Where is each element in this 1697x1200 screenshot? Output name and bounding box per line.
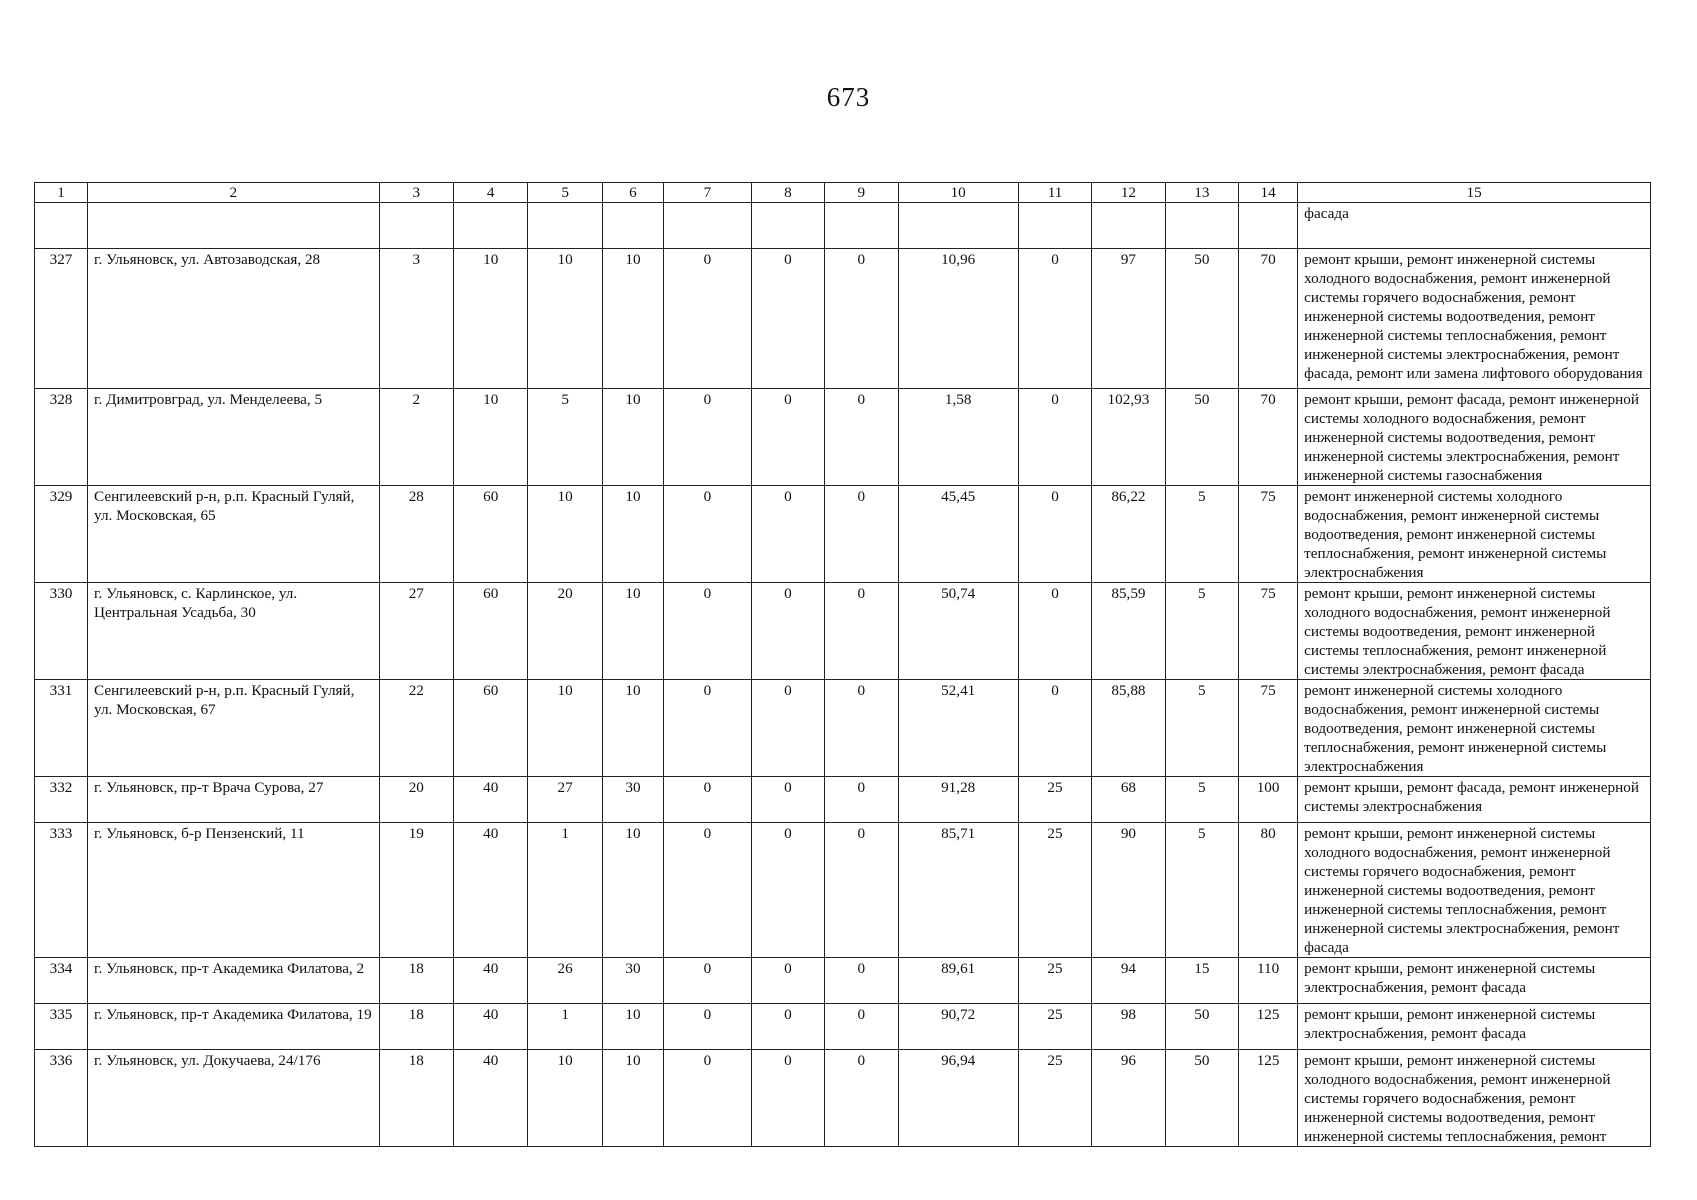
- table-cell: 5: [1165, 823, 1238, 958]
- table-cell: 18: [379, 1004, 453, 1050]
- column-number-cell: 12: [1092, 183, 1165, 203]
- table-cell: 10: [528, 1050, 602, 1147]
- works-cell: ремонт крыши, ремонт инженерной системы холодного водоснабжения, ремонт инженерной системы водоотведения, ремонт инженерной системы теплоснабжения, ремонт инженерной системы электроснабжения, ремонт фасада: [1298, 583, 1651, 680]
- table-cell: 60: [454, 680, 528, 777]
- table-cell: 30: [602, 777, 663, 823]
- table-cell: 40: [454, 1004, 528, 1050]
- column-number-cell: 11: [1018, 183, 1091, 203]
- repair-registry-table: [34, 182, 1651, 1147]
- table-cell: 0: [751, 486, 824, 583]
- address-cell: г. Ульяновск, б-р Пензенский, 11: [88, 823, 380, 958]
- column-number-cell: 10: [898, 183, 1018, 203]
- table-cell: 75: [1239, 680, 1298, 777]
- table-cell: 60: [454, 486, 528, 583]
- table-cell: 0: [664, 777, 752, 823]
- table-cell: [898, 203, 1018, 249]
- table-cell: 50: [1165, 249, 1238, 389]
- table-cell: [602, 203, 663, 249]
- table-cell: 0: [1018, 486, 1091, 583]
- table-cell: 0: [825, 1004, 898, 1050]
- table-cell: 110: [1239, 958, 1298, 1004]
- table-cell: 0: [751, 249, 824, 389]
- table-cell: 68: [1092, 777, 1165, 823]
- table-cell: 5: [1165, 680, 1238, 777]
- table-cell: 10: [528, 680, 602, 777]
- row-number-cell: 333: [35, 823, 88, 958]
- table-cell: 102,93: [1092, 389, 1165, 486]
- table-cell: 40: [454, 823, 528, 958]
- table-cell: 85,71: [898, 823, 1018, 958]
- table-cell: 80: [1239, 823, 1298, 958]
- table-cell: 0: [751, 583, 824, 680]
- works-cell: ремонт крыши, ремонт инженерной системы холодного водоснабжения, ремонт инженерной системы горячего водоснабжения, ремонт инженерной системы водоотведения, ремонт инженерной системы теплоснабжения, ремонт инженерной системы электроснабжения, ремонт фасада, ремонт или замена лифтового оборудования: [1298, 249, 1651, 389]
- table-cell: 20: [528, 583, 602, 680]
- table-cell: [454, 203, 528, 249]
- table-cell: 0: [825, 823, 898, 958]
- table-cell: 1: [528, 1004, 602, 1050]
- table-cell: 96: [1092, 1050, 1165, 1147]
- table-cell: 96,94: [898, 1050, 1018, 1147]
- table-cell: 0: [1018, 389, 1091, 486]
- table-cell: 97: [1092, 249, 1165, 389]
- table-cell: 50: [1165, 1050, 1238, 1147]
- table-cell: [664, 203, 752, 249]
- table-cell: 1: [528, 823, 602, 958]
- row-number-cell: 335: [35, 1004, 88, 1050]
- table-cell: [1018, 203, 1091, 249]
- table-cell: 0: [825, 1050, 898, 1147]
- address-cell: г. Ульяновск, ул. Докучаева, 24/176: [88, 1050, 380, 1147]
- table-cell: 0: [751, 1004, 824, 1050]
- table-cell: 0: [825, 680, 898, 777]
- table-row: [35, 583, 1651, 680]
- table-cell: 125: [1239, 1004, 1298, 1050]
- row-number-cell: 330: [35, 583, 88, 680]
- table-cell: [379, 203, 453, 249]
- table-cell: 10,96: [898, 249, 1018, 389]
- column-number-cell: 5: [528, 183, 602, 203]
- table-cell: 5: [1165, 777, 1238, 823]
- column-number-cell: 2: [88, 183, 380, 203]
- table-row: [35, 1004, 1651, 1050]
- works-cell: ремонт крыши, ремонт инженерной системы электроснабжения, ремонт фасада: [1298, 1004, 1651, 1050]
- table-cell: 5: [1165, 583, 1238, 680]
- table-cell: [825, 203, 898, 249]
- table-cell: 52,41: [898, 680, 1018, 777]
- table-cell: 60: [454, 583, 528, 680]
- table-cell: 0: [664, 958, 752, 1004]
- table-cell: 0: [751, 1050, 824, 1147]
- table-cell: 70: [1239, 249, 1298, 389]
- column-number-cell: 8: [751, 183, 824, 203]
- table-cell: 85,88: [1092, 680, 1165, 777]
- table-cell: 75: [1239, 486, 1298, 583]
- table-cell: 28: [379, 486, 453, 583]
- table-cell: 85,59: [1092, 583, 1165, 680]
- table-cell: 0: [664, 1050, 752, 1147]
- table-cell: 27: [528, 777, 602, 823]
- table-cell: 19: [379, 823, 453, 958]
- table-cell: 98: [1092, 1004, 1165, 1050]
- column-number-cell: 14: [1239, 183, 1298, 203]
- row-number-cell: 332: [35, 777, 88, 823]
- table-cell: 22: [379, 680, 453, 777]
- table-cell: 0: [825, 777, 898, 823]
- table-cell: 125: [1239, 1050, 1298, 1147]
- table-row: [35, 389, 1651, 486]
- table-cell: 20: [379, 777, 453, 823]
- table-cell: 0: [664, 583, 752, 680]
- table-cell: 5: [1165, 486, 1238, 583]
- table-cell: 94: [1092, 958, 1165, 1004]
- table-cell: [1165, 203, 1238, 249]
- table-cell: 0: [825, 583, 898, 680]
- address-cell: Сенгилеевский р-н, р.п. Красный Гуляй, ул. Московская, 67: [88, 680, 380, 777]
- column-number-cell: 3: [379, 183, 453, 203]
- table-cell: 50,74: [898, 583, 1018, 680]
- table-cell: 0: [1018, 680, 1091, 777]
- table-row: [35, 1050, 1651, 1147]
- table-cell: 1,58: [898, 389, 1018, 486]
- table-cell: 0: [664, 823, 752, 958]
- table-body: [35, 183, 1651, 1147]
- works-cell: ремонт крыши, ремонт фасада, ремонт инженерной системы холодного водоснабжения, ремонт инженерной системы водоотведения, ремонт инженерной системы электроснабжения, ремонт инженерной системы газоснабжения: [1298, 389, 1651, 486]
- table-cell: 0: [1018, 249, 1091, 389]
- table-cell: 70: [1239, 389, 1298, 486]
- table-cell: 10: [602, 823, 663, 958]
- table-cell: 25: [1018, 823, 1091, 958]
- table-cell: 40: [454, 1050, 528, 1147]
- table-cell: [528, 203, 602, 249]
- table-cell: 0: [664, 389, 752, 486]
- table-cell: 50: [1165, 389, 1238, 486]
- continuation-row: [35, 203, 1651, 249]
- table-cell: [35, 203, 88, 249]
- table-row: [35, 777, 1651, 823]
- table-cell: [88, 203, 380, 249]
- table-cell: 0: [751, 958, 824, 1004]
- column-number-cell: 13: [1165, 183, 1238, 203]
- table-cell: 15: [1165, 958, 1238, 1004]
- table-cell: 75: [1239, 583, 1298, 680]
- address-cell: г. Димитровград, ул. Менделеева, 5: [88, 389, 380, 486]
- table-row: [35, 680, 1651, 777]
- table-cell: 91,28: [898, 777, 1018, 823]
- table-cell: 25: [1018, 777, 1091, 823]
- table-cell: 18: [379, 958, 453, 1004]
- table-cell: [1239, 203, 1298, 249]
- table-cell: 18: [379, 1050, 453, 1147]
- column-number-cell: 1: [35, 183, 88, 203]
- works-cell: ремонт крыши, ремонт фасада, ремонт инженерной системы электроснабжения: [1298, 777, 1651, 823]
- table-cell: 5: [528, 389, 602, 486]
- row-number-cell: 329: [35, 486, 88, 583]
- table-cell: 90,72: [898, 1004, 1018, 1050]
- table-cell: 10: [602, 680, 663, 777]
- table-cell: 100: [1239, 777, 1298, 823]
- table-cell: 27: [379, 583, 453, 680]
- table-cell: 0: [664, 680, 752, 777]
- row-number-cell: 334: [35, 958, 88, 1004]
- table-row: [35, 823, 1651, 958]
- table-cell: 10: [602, 1004, 663, 1050]
- table-cell: 0: [751, 823, 824, 958]
- table-cell: 0: [664, 1004, 752, 1050]
- table-cell: 0: [825, 389, 898, 486]
- table-cell: 25: [1018, 1004, 1091, 1050]
- table-cell: 40: [454, 958, 528, 1004]
- column-number-cell: 9: [825, 183, 898, 203]
- table-row: [35, 958, 1651, 1004]
- table-cell: 2: [379, 389, 453, 486]
- row-number-cell: 336: [35, 1050, 88, 1147]
- table-cell: 25: [1018, 958, 1091, 1004]
- table-cell: 10: [602, 1050, 663, 1147]
- address-cell: Сенгилеевский р-н, р.п. Красный Гуляй, ул. Московская, 65: [88, 486, 380, 583]
- table-cell: 0: [664, 249, 752, 389]
- table-cell: 10: [602, 486, 663, 583]
- page-number: 673: [826, 82, 871, 112]
- column-number-row: [35, 183, 1651, 203]
- table-cell: 0: [751, 680, 824, 777]
- table-row: [35, 249, 1651, 389]
- works-cell: ремонт инженерной системы холодного водоснабжения, ремонт инженерной системы водоотведения, ремонт инженерной системы теплоснабжения, ремонт инженерной системы электроснабжения: [1298, 486, 1651, 583]
- table-cell: 10: [528, 486, 602, 583]
- table-row: [35, 486, 1651, 583]
- row-number-cell: 331: [35, 680, 88, 777]
- table-cell: 10: [454, 389, 528, 486]
- address-cell: г. Ульяновск, ул. Автозаводская, 28: [88, 249, 380, 389]
- table-cell: 45,45: [898, 486, 1018, 583]
- table-cell: 0: [1018, 583, 1091, 680]
- table-cell: 30: [602, 958, 663, 1004]
- table-cell: [1092, 203, 1165, 249]
- table-cell: 0: [664, 486, 752, 583]
- table-cell: 0: [825, 958, 898, 1004]
- table-cell: 0: [825, 486, 898, 583]
- column-number-cell: 7: [664, 183, 752, 203]
- table-cell: 3: [379, 249, 453, 389]
- address-cell: г. Ульяновск, пр-т Академика Филатова, 2: [88, 958, 380, 1004]
- table-cell: 10: [602, 389, 663, 486]
- row-number-cell: 327: [35, 249, 88, 389]
- address-cell: г. Ульяновск, пр-т Врача Сурова, 27: [88, 777, 380, 823]
- address-cell: г. Ульяновск, пр-т Академика Филатова, 19: [88, 1004, 380, 1050]
- works-cell: ремонт крыши, ремонт инженерной системы холодного водоснабжения, ремонт инженерной системы горячего водоснабжения, ремонт инженерной системы водоотведения, ремонт инженерной системы теплоснабжения, ремонт: [1298, 1050, 1651, 1147]
- column-number-cell: 6: [602, 183, 663, 203]
- works-cell: ремонт крыши, ремонт инженерной системы электроснабжения, ремонт фасада: [1298, 958, 1651, 1004]
- table-cell: 40: [454, 777, 528, 823]
- table-cell: [751, 203, 824, 249]
- table-cell: 0: [751, 389, 824, 486]
- column-number-cell: 15: [1298, 183, 1651, 203]
- works-cell: ремонт инженерной системы холодного водоснабжения, ремонт инженерной системы водоотведения, ремонт инженерной системы теплоснабжения, ремонт инженерной системы электроснабжения: [1298, 680, 1651, 777]
- table-cell: 0: [751, 777, 824, 823]
- table-cell: фасада: [1298, 203, 1651, 249]
- row-number-cell: 328: [35, 389, 88, 486]
- table-cell: 86,22: [1092, 486, 1165, 583]
- table-cell: 10: [528, 249, 602, 389]
- table-cell: 25: [1018, 1050, 1091, 1147]
- address-cell: г. Ульяновск, с. Карлинское, ул. Центральная Усадьба, 30: [88, 583, 380, 680]
- works-cell: ремонт крыши, ремонт инженерной системы холодного водоснабжения, ремонт инженерной системы горячего водоснабжения, ремонт инженерной системы водоотведения, ремонт инженерной системы теплоснабжения, ремонт инженерной системы электроснабжения, ремонт фасада: [1298, 823, 1651, 958]
- table-cell: 10: [602, 583, 663, 680]
- table-cell: 10: [454, 249, 528, 389]
- table-cell: 0: [825, 249, 898, 389]
- column-number-cell: 4: [454, 183, 528, 203]
- table-cell: 10: [602, 249, 663, 389]
- table-cell: 89,61: [898, 958, 1018, 1004]
- table-cell: 90: [1092, 823, 1165, 958]
- table-cell: 26: [528, 958, 602, 1004]
- table-cell: 50: [1165, 1004, 1238, 1050]
